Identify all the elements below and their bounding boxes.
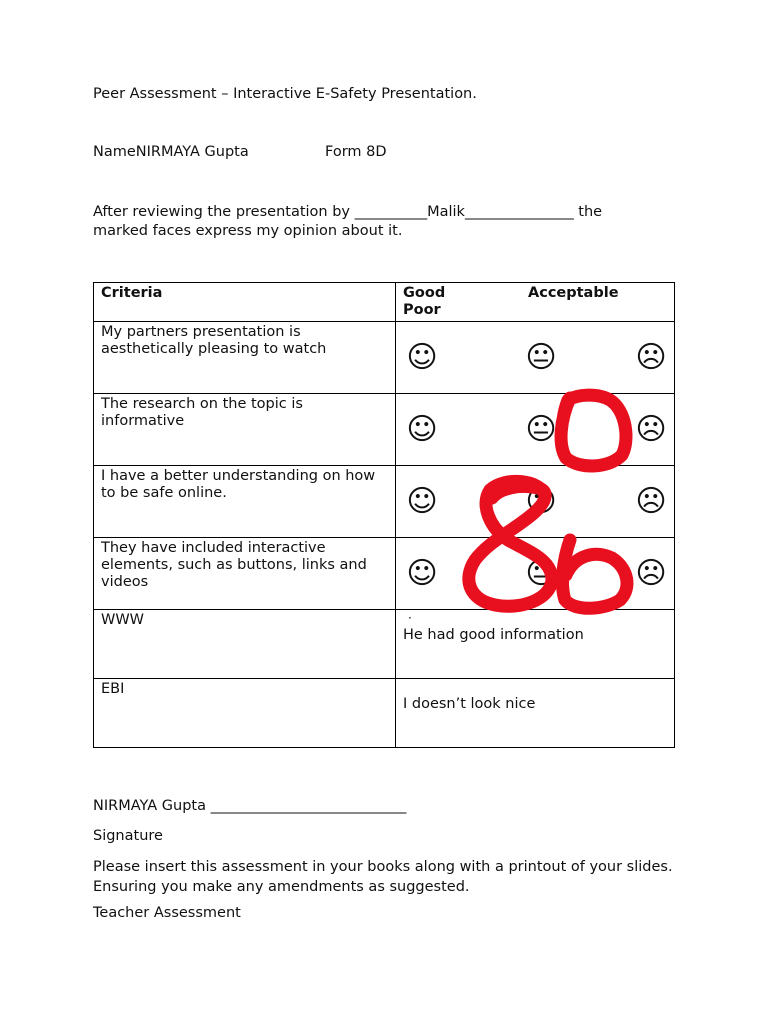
sad-face-icon[interactable]: ☹ [635, 556, 667, 591]
rating-cell [396, 466, 675, 538]
rating-header [396, 283, 675, 322]
table-row [94, 466, 675, 538]
name-line [93, 144, 387, 160]
rating-cell [396, 394, 675, 466]
poor-header: Poor [403, 302, 441, 318]
table-header-row [94, 283, 675, 322]
www-row [94, 610, 675, 679]
instructions-text: Please insert this assessment in your books along with a printout of your slides. Ensuring you make any amendments as suggested. [93, 859, 673, 895]
intro-text: After reviewing the presentation by __________Malik_______________ the marked faces express my opinion about it. [93, 204, 603, 239]
criterion-text: The research on the topic is informative [94, 394, 396, 466]
www-comment: He had good information [403, 627, 584, 643]
table-row [94, 394, 675, 466]
sad-face-icon[interactable]: ☹ [635, 484, 667, 519]
smiley-face-icon[interactable]: ☺ [406, 556, 438, 591]
table-row [94, 538, 675, 610]
ebi-label: EBI [94, 679, 396, 748]
sad-face-icon[interactable]: ☹ [635, 340, 667, 375]
signature-label: Signature [93, 828, 163, 844]
ebi-comment-cell[interactable] [396, 679, 675, 748]
www-label: WWW [94, 610, 396, 679]
sad-face-icon[interactable]: ☹ [635, 412, 667, 447]
assessment-table [93, 282, 675, 748]
neutral-face-icon[interactable]: 😐 [525, 412, 557, 447]
smiley-face-icon[interactable]: ☺ [406, 484, 438, 519]
criterion-text: I have a better understanding on how to be safe online. [94, 466, 396, 538]
smiley-face-icon[interactable]: ☺ [406, 412, 438, 447]
neutral-face-icon[interactable]: 😐 [525, 340, 557, 375]
student-name: NameNIRMAYA Gupta [93, 144, 249, 160]
signer-line: NIRMAYA Gupta ___________________________ [93, 798, 407, 814]
rating-cell [396, 322, 675, 394]
www-comment-cell[interactable] [396, 610, 675, 679]
document-title: Peer Assessment – Interactive E-Safety Presentation. [93, 86, 477, 102]
criterion-text: They have included interactive elements, such as buttons, links and videos [94, 538, 396, 610]
teacher-assessment-label: Teacher Assessment [93, 905, 241, 921]
ebi-row [94, 679, 675, 748]
criteria-header: Criteria [94, 283, 396, 322]
criterion-text: My partners presentation is aesthetically pleasing to watch [94, 322, 396, 394]
smiley-face-icon[interactable]: ☺ [406, 340, 438, 375]
ebi-comment: I doesn’t look nice [403, 696, 536, 712]
rating-cell [396, 538, 675, 610]
form-label: Form 8D [325, 144, 387, 160]
good-header: Good [403, 285, 446, 301]
neutral-face-icon[interactable]: 😐 [525, 484, 557, 519]
stray-mark: · [408, 611, 412, 625]
table-row [94, 322, 675, 394]
neutral-face-icon[interactable]: 😐 [525, 556, 557, 591]
acceptable-header: Acceptable [528, 285, 619, 301]
